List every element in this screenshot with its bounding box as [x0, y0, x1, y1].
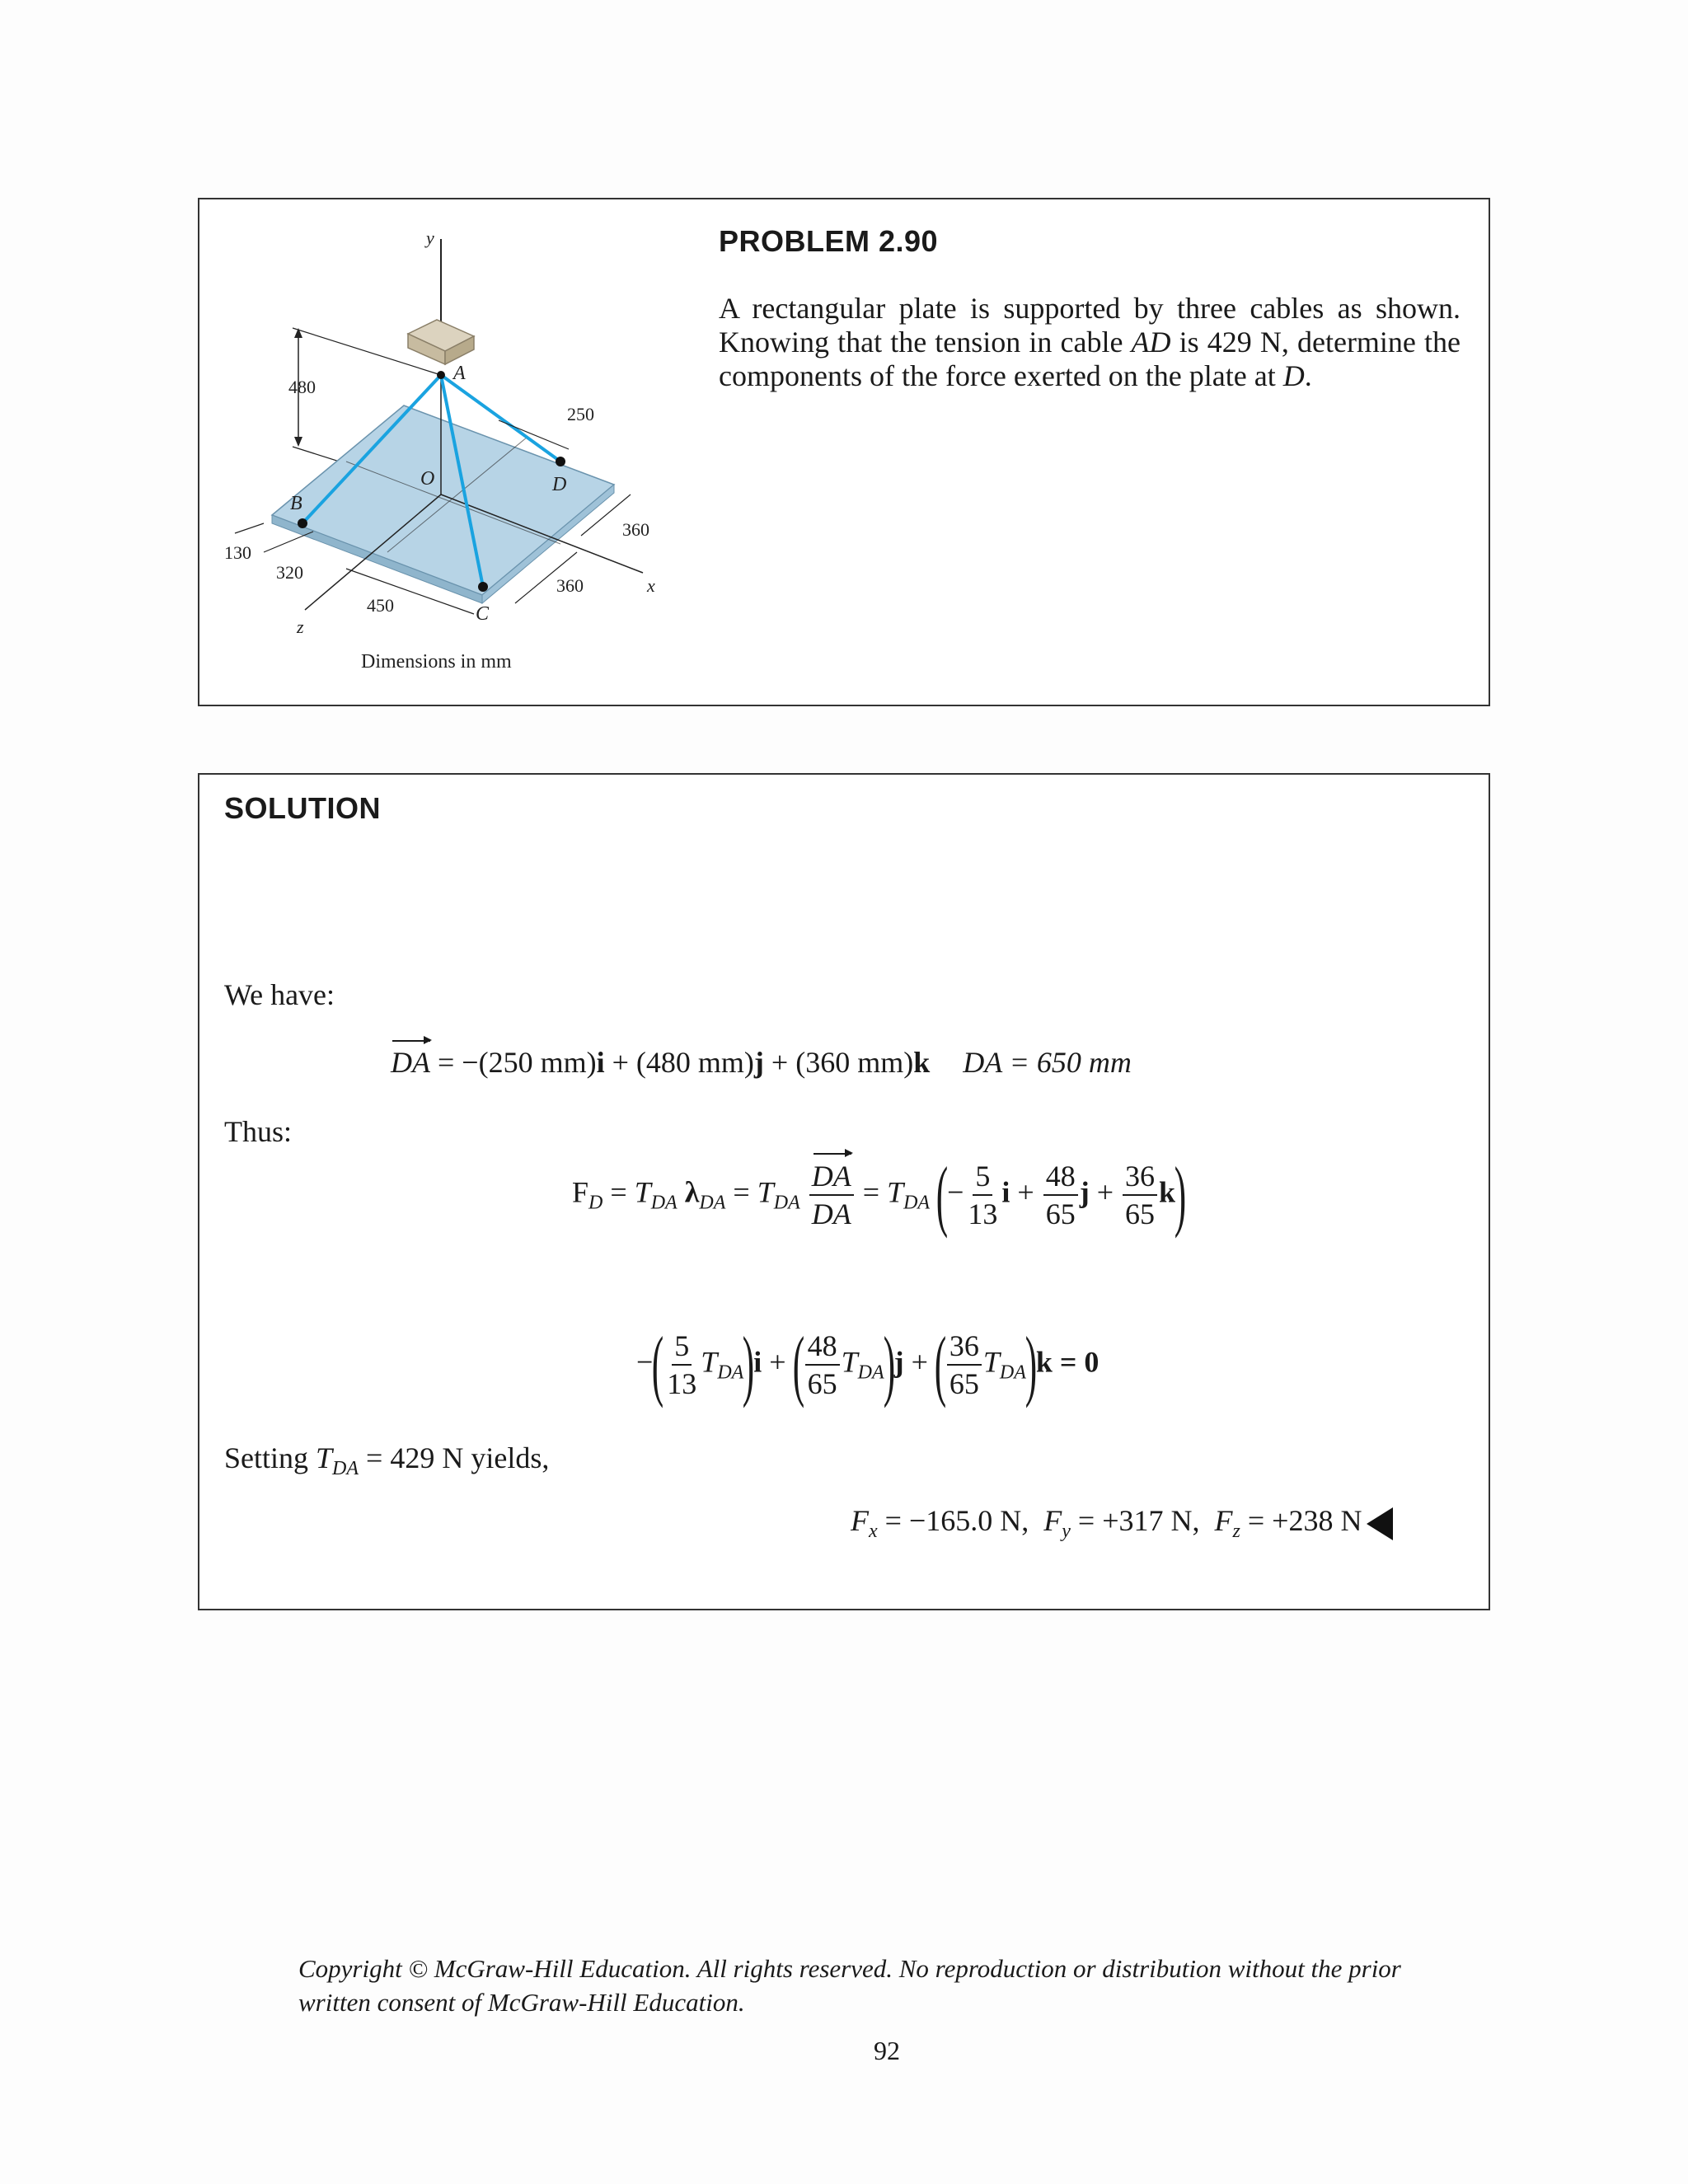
- solution-box: [198, 773, 1490, 1610]
- fx-value: = −165.0 N,: [884, 1504, 1029, 1537]
- fraction-48-65: [805, 1328, 840, 1402]
- tension-subscript: DA: [717, 1361, 744, 1384]
- force-subscript: D: [588, 1192, 603, 1214]
- tension-subscript: DA: [999, 1361, 1026, 1384]
- denominator: 13: [667, 1367, 697, 1400]
- denominator: 13: [968, 1197, 998, 1230]
- unit-j: j: [893, 1345, 904, 1379]
- page-number: 92: [874, 2036, 900, 2065]
- equation-da-vector: [391, 1045, 1132, 1080]
- dim-130-label: 130: [224, 542, 251, 563]
- copyright-notice: Copyright © McGraw-Hill Education. All rights reserved. No reproduction or distribution without the prior written consent of McGraw-Hill Education.: [298, 1954, 1401, 2017]
- fx-subscript: x: [869, 1521, 878, 1542]
- statement-part: is 429 N, determine the components of the force exerted on the plate at: [719, 326, 1461, 392]
- tension-subscript: DA: [773, 1192, 800, 1214]
- setting-prefix: Setting: [224, 1441, 316, 1474]
- fy-subscript: y: [1062, 1521, 1071, 1542]
- statement-part: .: [1304, 359, 1312, 392]
- left-paren: (: [935, 1151, 949, 1239]
- plate-cable-figure: [214, 223, 709, 684]
- eq1-part: = −(250 mm): [438, 1046, 597, 1079]
- dim-360b-label: 360: [556, 575, 584, 596]
- tension-symbol: T: [887, 1175, 904, 1209]
- fy-symbol: F: [1043, 1504, 1062, 1537]
- fraction-36-65: [947, 1328, 982, 1402]
- dim-480-label: 480: [288, 377, 316, 397]
- we-have-label: We have:: [224, 978, 335, 1011]
- point-b-label: B: [290, 493, 302, 514]
- dim-450-label: 450: [367, 595, 394, 616]
- point-c-label: C: [476, 603, 490, 625]
- axis-x-label: x: [647, 575, 655, 596]
- fraction-5-13: [965, 1158, 1000, 1232]
- fraction-5-13: [664, 1328, 699, 1402]
- problem-statement: [719, 292, 1461, 393]
- statement-cable-ad: AD: [1131, 326, 1171, 359]
- axis-y-label: y: [426, 227, 434, 248]
- dim-250-label: 250: [567, 404, 594, 424]
- fz-symbol: F: [1214, 1504, 1233, 1537]
- right-paren: ): [1174, 1151, 1187, 1239]
- tension-symbol: T: [841, 1345, 858, 1379]
- setting-statement: [224, 1441, 550, 1479]
- numerator: 48: [805, 1328, 840, 1366]
- tension-symbol: T: [634, 1175, 651, 1209]
- left-paren: (: [934, 1320, 947, 1408]
- unit-j: j: [1079, 1175, 1090, 1209]
- equation-force-d: $F_D = T_{DA}$ $\lambda_{DA} = T_{DA}$ $\frac{DA}{DA}$ = $T_{DA}$ (− $\frac{5}{13}$ i + $\frac{48}{65}$ j + $\frac{36}{65}$ k): [572, 1151, 1187, 1239]
- fy-value: = +317 N,: [1077, 1504, 1200, 1537]
- equation-components: −( $\frac{5}{13}$ $T_{DA})i$ + ( $\frac{48}{65}$ $T_{DA})j$ + ( $\frac{36}{65}$ $T_{DA})k = 0$: [636, 1320, 1100, 1408]
- point-a-label: A: [453, 363, 466, 384]
- left-paren: (: [652, 1320, 664, 1408]
- tension-subscript: DA: [332, 1458, 359, 1479]
- fz-subscript: z: [1232, 1521, 1240, 1542]
- dim-360a-label: 360: [622, 519, 649, 540]
- numerator: 5: [672, 1328, 692, 1366]
- equation-tail: k = 0: [1035, 1345, 1100, 1379]
- problem-heading: PROBLEM 2.90: [719, 224, 939, 258]
- axis-z-label: z: [297, 616, 304, 637]
- point-d-label: D: [552, 474, 567, 495]
- thus-label: Thus:: [224, 1115, 293, 1148]
- right-paren: ): [1025, 1320, 1038, 1408]
- answer-marker-icon: [1367, 1507, 1393, 1540]
- unit-k: k: [913, 1046, 931, 1079]
- right-paren: ): [883, 1320, 895, 1408]
- statement-part: A rectangular plate is supported by three cables as shown. Knowing that the tension in cable: [719, 292, 1461, 359]
- right-paren: ): [743, 1320, 755, 1408]
- tension-subscript: DA: [650, 1192, 678, 1214]
- unit-k: k: [1159, 1175, 1176, 1209]
- tension-symbol: T: [982, 1345, 1000, 1379]
- figure-caption: Dimensions in mm: [361, 651, 512, 673]
- force-symbol: F: [572, 1175, 589, 1209]
- numerator: 36: [1123, 1158, 1157, 1196]
- tension-subscript: DA: [857, 1361, 884, 1384]
- eq1-part: + (360 mm): [763, 1046, 914, 1079]
- numerator: 48: [1043, 1158, 1078, 1196]
- solution-heading: SOLUTION: [224, 791, 381, 825]
- numerator: 5: [973, 1158, 992, 1196]
- da-magnitude: DA = 650 mm: [963, 1046, 1132, 1079]
- lambda-symbol: λ: [684, 1175, 700, 1209]
- numerator: 36: [947, 1328, 982, 1366]
- unit-j: j: [753, 1046, 764, 1079]
- tension-symbol: T: [701, 1345, 718, 1379]
- vector-da: DA: [811, 1160, 851, 1193]
- dim-320-label: 320: [276, 562, 303, 583]
- tension-symbol: T: [316, 1441, 333, 1474]
- denominator: 65: [1125, 1197, 1156, 1230]
- denominator: 65: [807, 1367, 837, 1400]
- lambda-subscript: DA: [699, 1192, 726, 1214]
- eq1-part: + (480 mm): [604, 1046, 754, 1079]
- vector-da: DA: [391, 1046, 430, 1079]
- tension-symbol: T: [757, 1175, 774, 1209]
- statement-point-d: D: [1282, 359, 1305, 392]
- denominator: 65: [1045, 1197, 1076, 1230]
- setting-suffix: = 429 N yields,: [359, 1441, 550, 1474]
- fx-symbol: F: [851, 1504, 869, 1537]
- left-paren: (: [792, 1320, 804, 1408]
- denominator: 65: [949, 1367, 979, 1400]
- unit-i: i: [753, 1345, 762, 1379]
- tension-subscript: DA: [903, 1192, 931, 1214]
- unit-i: i: [596, 1046, 605, 1079]
- unit-i: i: [1001, 1175, 1010, 1209]
- magnitude-da: DA: [811, 1197, 851, 1230]
- fz-value: = +238 N: [1247, 1504, 1362, 1537]
- fraction-da-over-da: [809, 1158, 854, 1232]
- fraction-48-65: [1043, 1158, 1078, 1232]
- final-answer: [851, 1503, 1393, 1540]
- fraction-36-65: [1123, 1158, 1157, 1232]
- point-o-label: O: [420, 468, 435, 490]
